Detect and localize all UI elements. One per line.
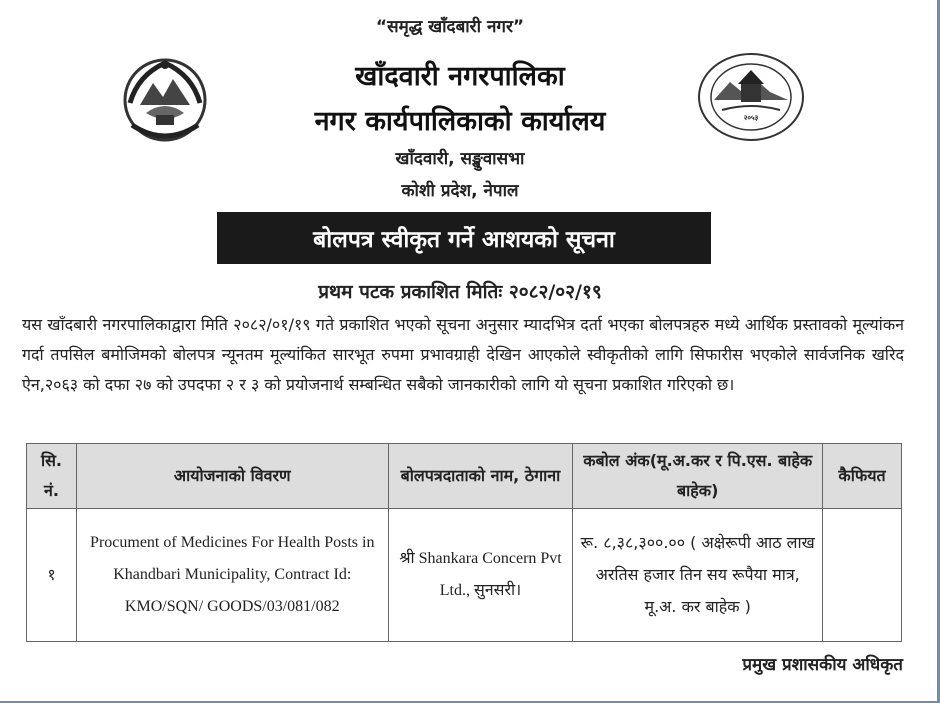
office-address: खाँदवारी, सङ्खुवासभा [395,149,525,169]
cell-remarks [823,509,902,642]
signature-title: प्रमुख प्रशासकीय अधिकृत [742,655,903,675]
published-date: प्रथम पटक प्रकाशित मितिः २०८२/०२/१९ [318,281,602,303]
motto: “समृद्ध खाँदबारी नगर” [375,17,525,37]
col-remarks: कैफियत [823,444,902,509]
province-name: कोशी प्रदेश, नेपाल [401,181,519,201]
table-header-row [27,444,902,509]
col-bidder: बोलपत्रदाताको नाम, ठेगाना [388,444,573,509]
municipality-logo-icon [696,52,806,142]
col-bid-amount: कबोल अंक(मू.अ.कर र पि.एस. बाहेक बाहेक) [573,444,823,509]
cell-bid-amount: रू. ८,३८,३००.०० ( अक्षेरूपी आठ लाख अरतिस हजार तिन सय रूपैया मात्र, मू.अ. कर बाहेक ) [573,509,823,642]
cell-bidder: श्री Shankara Concern Pvt Ltd., सुनसरी। [388,509,573,642]
col-project-description: आयोजनाको विवरण [76,444,388,509]
cell-project-description: Procument of Medicines For Health Posts in Khandbari Municipality, Contract Id: KMO/SQN/ GOODS/03/081/082 [76,509,388,642]
notice-body: यस खाँदबारी नगरपालिकाद्वारा मिति २०८२/०१/१९ गते प्रकाशित भएको सूचना अनुसार म्यादभित्र दर्ता भएका बोलपत्रहरु मध्ये आर्थिक प्रस्तावको मूल्यांकन गर्दा तपसिल बमोजिमको बोलपत्र न्यूनतम मूल्यांकित सारभूत रुपमा प्रभावग्राही देखिन आएकोले स्वीकृतीको लागि सिफारीस भएकोले सार्वजनिक खरिद ऐन,२०६३ को दफा २७ को उपदफा २ र ३ को प्रयोजनार्थ सम्बन्धित सबैको जानकारीको लागि यो सूचना प्रकाशित गरिएको छ। [22,315,904,394]
municipality-name: खाँदवारी नगरपालिका [355,61,565,92]
col-serial: सि. नं. [27,444,77,509]
cell-serial: १ [27,509,77,642]
office-name: नगर कार्यपालिकाको कार्यालय [314,106,606,137]
table-row [27,509,902,642]
bid-table [26,443,902,642]
logo-year: २०५३ [743,114,759,122]
notice-title: बोलपत्र स्वीकृत गर्ने आशयको सूचना [217,212,711,264]
